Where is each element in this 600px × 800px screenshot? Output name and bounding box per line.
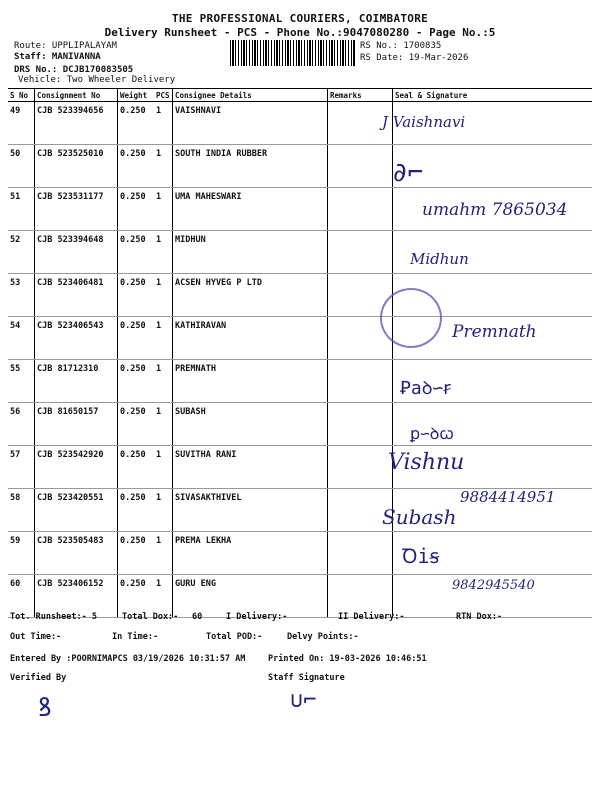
cell-wt: 0.250 [118,188,155,231]
cell-name: PREMA LEKHA [173,532,328,575]
cell-cons: CJB 523531177 [35,188,118,231]
handwritten-signature: Vishnu [388,450,465,475]
col-remarks: Remarks [328,89,393,102]
cell-cons: CJB 523406481 [35,274,118,317]
cell-name: PREMNATH [173,360,328,403]
cell-name: MIDHUN [173,231,328,274]
cell-sno: 57 [8,446,35,489]
cell-pcs: 1 [154,575,173,618]
cell-cons: CJB 523406152 [35,575,118,618]
staff-sign-scribble: ∪⌐ [290,688,317,713]
cell-remarks [328,188,393,231]
staff-signature: Staff Signature [268,673,345,683]
cell-name: UMA MAHESWARI [173,188,328,231]
cell-name: KATHIRAVAN [173,317,328,360]
tot-runsheet: Tot. Runsheet:- 5 [10,612,97,622]
cell-sno: 60 [8,575,35,618]
col-weight: Weight [118,89,155,102]
handwritten-signature: J Vaishnavi [382,113,466,131]
cell-sno: 55 [8,360,35,403]
table-row [8,446,592,489]
rs-date: RS Date: 19-Mar-2026 [360,53,469,63]
out-time: Out Time:- [10,632,62,642]
cell-cons: CJB 523542920 [35,446,118,489]
cell-wt: 0.250 [118,360,155,403]
scribble-signature: Ꝺiꞩ [402,544,440,568]
cell-name: VAISHNAVI [173,102,328,145]
cell-cons: CJB 523505483 [35,532,118,575]
cell-remarks [328,360,393,403]
cell-sno: 52 [8,231,35,274]
handwritten-signature: Premnath [452,322,537,342]
cell-wt: 0.250 [118,145,155,188]
drs-number: DRS No.: DCJB170083505 [14,65,134,75]
cell-name: SUBASH [173,403,328,446]
table-row [8,231,592,274]
cell-cons: CJB 81712310 [35,360,118,403]
cell-pcs: 1 [154,317,173,360]
table-header-row [8,89,592,102]
rtn-dox: RTN Dox:- [456,612,503,622]
cell-pcs: 1 [154,274,173,317]
cell-sno: 58 [8,489,35,532]
company-stamp [380,288,442,348]
rs-number: RS No.: 1700835 [360,41,442,51]
verifier-signature: ꝸ [38,693,52,723]
handwritten-phone: 9884414951 [460,488,556,506]
col-consignee: Consignee Details [173,89,328,102]
cell-name: SUVITHA RANI [173,446,328,489]
cell-remarks [328,145,393,188]
cell-pcs: 1 [154,231,173,274]
verified-by: Verified By [10,673,67,683]
cell-wt: 0.250 [118,575,155,618]
cell-name: ACSEN HYVEG P LTD [173,274,328,317]
cell-cons: CJB 523394656 [35,102,118,145]
cell-remarks [328,446,393,489]
handwritten-signature: umahm 7865034 [422,200,568,220]
handwritten-phone: 9842945540 [452,578,535,593]
cell-wt: 0.250 [118,489,155,532]
cell-wt: 0.250 [118,532,155,575]
cell-sno: 59 [8,532,35,575]
col-sno: S No [8,89,35,102]
delvy-points: Delvy Points:- [287,632,359,642]
cell-sno: 50 [8,145,35,188]
vehicle-label: Vehicle: Two Wheeler Delivery [18,75,176,85]
runsheet-table [8,88,592,618]
handwritten-signature: Midhun [410,250,469,268]
cell-cons: CJB 523394648 [35,231,118,274]
col-seal-signature: Seal & Signature [393,89,593,102]
cell-pcs: 1 [154,446,173,489]
staff-label: Staff: MANIVANNA [14,52,101,62]
table-row [8,145,592,188]
scribble-signature: Ꝑaꝺ∽ꞧ [400,378,451,399]
scribble-signature: ∂⌐ [392,158,424,188]
company-title: THE PROFESSIONAL COURIERS, COIMBATORE [171,12,429,25]
cell-wt: 0.250 [118,231,155,274]
cell-remarks [328,532,393,575]
col-consignment: Consignment No [35,89,118,102]
cell-cons: CJB 523406543 [35,317,118,360]
cell-sno: 51 [8,188,35,231]
printed-on: Printed On: 19-03-2026 10:46:51 [268,654,427,664]
table-row [8,532,592,575]
i-delivery: I Delivery:- [226,612,288,622]
scribble-signature: ꝑ∽ꝺꞷ [410,424,454,443]
cell-wt: 0.250 [118,317,155,360]
cell-wt: 0.250 [118,446,155,489]
cell-cons: CJB 81650157 [35,403,118,446]
cell-pcs: 1 [154,360,173,403]
cell-remarks [328,231,393,274]
cell-sno: 56 [8,403,35,446]
runsheet-subtitle: Delivery Runsheet - PCS - Phone No.:9047080280 - Page No.:5 [104,26,496,39]
cell-pcs: 1 [154,188,173,231]
cell-remarks [328,403,393,446]
total-dox-value: 60 [192,612,203,622]
cell-pcs: 1 [154,532,173,575]
table-row [8,360,592,403]
route-label: Route: UPPLIPALAYAM [14,41,117,51]
cell-pcs: 1 [154,145,173,188]
cell-name: SOUTH INDIA RUBBER [173,145,328,188]
cell-cons: CJB 523525010 [35,145,118,188]
cell-name: GURU ENG [173,575,328,618]
table-row [8,102,592,145]
total-pod: Total POD:- [206,632,263,642]
cell-wt: 0.250 [118,403,155,446]
cell-pcs: 1 [154,403,173,446]
cell-name: SIVASAKTHIVEL [173,489,328,532]
cell-wt: 0.250 [118,102,155,145]
cell-cons: CJB 523420551 [35,489,118,532]
cell-pcs: 1 [154,102,173,145]
barcode [230,40,355,66]
cell-sno: 49 [8,102,35,145]
col-pcs: PCS [154,89,173,102]
cell-sno: 53 [8,274,35,317]
handwritten-signature: Subash [382,505,457,529]
cell-pcs: 1 [154,489,173,532]
cell-sno: 54 [8,317,35,360]
cell-wt: 0.250 [118,274,155,317]
ii-delivery: II Delivery:- [338,612,405,622]
in-time: In Time:- [112,632,159,642]
table-row [8,274,592,317]
entered-by: Entered By :POORNIMAPCS 03/19/2026 10:31:57 AM [10,654,246,664]
total-dox-label: Total Dox:- [122,612,179,622]
table-row [8,403,592,446]
